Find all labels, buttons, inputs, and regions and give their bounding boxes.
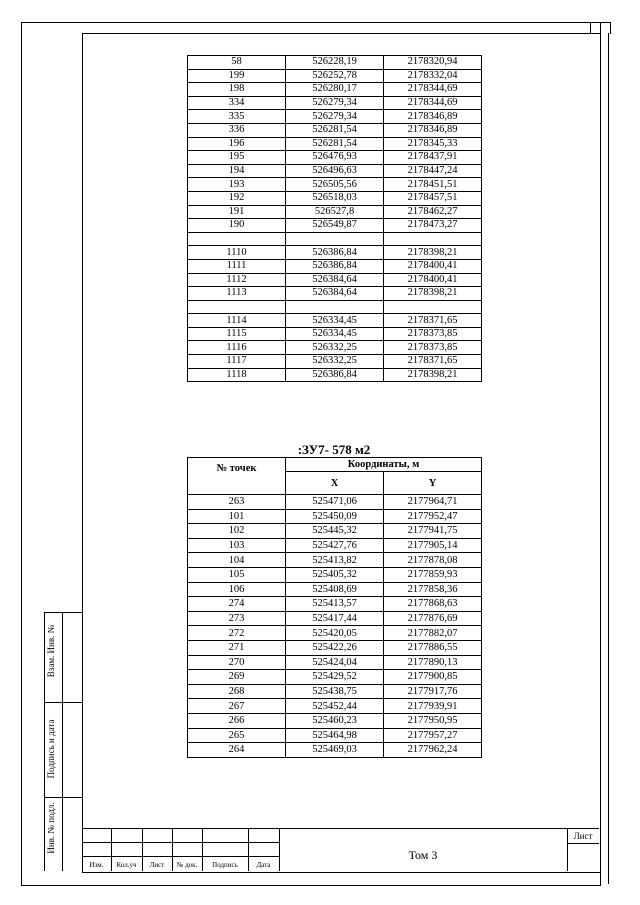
x-coordinate: 526386,84 [286,259,384,273]
x-coordinate: 526496,63 [286,164,384,178]
point-number [188,300,286,314]
coords-table-zu7-body [188,495,482,758]
y-coordinate: 2177950,95 [384,713,482,728]
table2-row [188,582,482,597]
point-number: 336 [188,123,286,137]
stamp-kol-label: Кол.уч [116,861,137,869]
point-number: 195 [188,151,286,165]
y-coordinate: 2178344,69 [384,96,482,110]
x-coordinate: 526384,64 [286,273,384,287]
y-coordinate [384,232,482,246]
y-coordinate: 2178400,41 [384,259,482,273]
point-number: 274 [188,597,286,612]
x-coordinate: 526279,34 [286,110,384,124]
point-number: 335 [188,110,286,124]
point-number: 105 [188,567,286,582]
table1-row [188,246,482,260]
stamp-list-label: Лист [149,861,165,869]
table1-row [188,287,482,301]
y-coordinate: 2177858,36 [384,582,482,597]
point-number: 1118 [188,368,286,382]
y-coordinate: 2178447,24 [384,164,482,178]
x-coordinate: 526332,25 [286,341,384,355]
table2-row [188,684,482,699]
point-number: 270 [188,655,286,670]
point-number: 190 [188,219,286,233]
x-coordinate: 525464,98 [286,728,384,743]
point-number: 1110 [188,246,286,260]
point-number: 198 [188,83,286,97]
y-coordinate: 2177941,75 [384,524,482,539]
stamp-data-label: Дата [256,861,271,869]
table1-row [188,83,482,97]
table2-row [188,597,482,612]
table-title: :ЗУ7- 578 м2 [297,442,371,457]
point-number: 1113 [188,287,286,301]
x-coordinate: 526334,45 [286,314,384,328]
point-number: 272 [188,626,286,641]
header-y: Y [384,472,482,495]
point-number: 1115 [188,327,286,341]
point-number: 106 [188,582,286,597]
y-coordinate: 2178371,65 [384,314,482,328]
x-coordinate: 525413,57 [286,597,384,612]
x-coordinate: 526252,78 [286,69,384,83]
table1-row [188,327,482,341]
point-number: 193 [188,178,286,192]
table1-row [188,151,482,165]
side-label-vzam: Взам. Инв. № [46,624,56,678]
point-number: 1111 [188,259,286,273]
header-points: № точек [188,458,286,495]
point-number: 101 [188,509,286,524]
y-coordinate: 2178457,51 [384,191,482,205]
table2-row [188,640,482,655]
x-coordinate [286,300,384,314]
x-coordinate: 526476,93 [286,151,384,165]
x-coordinate [286,232,384,246]
y-coordinate: 2177886,55 [384,640,482,655]
point-number: 273 [188,611,286,626]
y-coordinate: 2177905,14 [384,538,482,553]
x-coordinate: 525424,04 [286,655,384,670]
table2-row [188,509,482,524]
point-number: 1114 [188,314,286,328]
point-number: 267 [188,699,286,714]
side-label-inv: Инв. № подл. [46,802,56,854]
y-coordinate: 2178398,21 [384,246,482,260]
y-coordinate: 2177957,27 [384,728,482,743]
x-coordinate: 526386,84 [286,368,384,382]
y-coordinate: 2177868,63 [384,597,482,612]
y-coordinate [384,300,482,314]
x-coordinate: 526280,17 [286,83,384,97]
point-number: 265 [188,728,286,743]
point-number: 269 [188,670,286,685]
point-number: 334 [188,96,286,110]
table1-row [188,178,482,192]
header-x: X [286,472,384,495]
y-coordinate: 2178345,33 [384,137,482,151]
x-coordinate: 525445,32 [286,524,384,539]
y-coordinate: 2178398,21 [384,368,482,382]
x-coordinate: 525420,05 [286,626,384,641]
x-coordinate: 525413,82 [286,553,384,568]
x-coordinate: 526384,64 [286,287,384,301]
y-coordinate: 2177900,85 [384,670,482,685]
x-coordinate: 525427,76 [286,538,384,553]
y-coordinate: 2178320,94 [384,56,482,70]
y-coordinate: 2178373,85 [384,341,482,355]
y-coordinate: 2177952,47 [384,509,482,524]
table1-row [188,205,482,219]
y-coordinate: 2178437,91 [384,151,482,165]
table1-row [188,191,482,205]
table1-row [188,341,482,355]
point-number: 264 [188,743,286,758]
table2-row [188,524,482,539]
stamp-podp-label: Подпись [212,861,238,869]
point-number: 102 [188,524,286,539]
x-coordinate: 526228,19 [286,56,384,70]
y-coordinate: 2178332,04 [384,69,482,83]
point-number: 191 [188,205,286,219]
x-coordinate: 525408,69 [286,582,384,597]
x-coordinate: 525469,03 [286,743,384,758]
table2-row [188,655,482,670]
y-coordinate: 2177964,71 [384,495,482,510]
x-coordinate: 525405,32 [286,567,384,582]
x-coordinate: 525417,44 [286,611,384,626]
table2-row [188,538,482,553]
header-coordinates: Координаты, м [286,458,482,472]
point-number: 196 [188,137,286,151]
y-coordinate: 2178462,27 [384,205,482,219]
x-coordinate: 526386,84 [286,246,384,260]
x-coordinate: 525450,09 [286,509,384,524]
table1-row [188,69,482,83]
table2-row [188,699,482,714]
stamp-sheet-label: Лист [573,831,593,841]
x-coordinate: 526518,03 [286,191,384,205]
point-number: 192 [188,191,286,205]
point-number: 1116 [188,341,286,355]
x-coordinate: 526332,25 [286,355,384,369]
x-coordinate: 526527,8 [286,205,384,219]
y-coordinate: 2177876,69 [384,611,482,626]
x-coordinate: 525429,52 [286,670,384,685]
point-number: 263 [188,495,286,510]
y-coordinate: 2177917,76 [384,684,482,699]
x-coordinate: 525460,23 [286,713,384,728]
table1-row [188,110,482,124]
point-number: 268 [188,684,286,699]
point-number: 1112 [188,273,286,287]
y-coordinate: 2178373,85 [384,327,482,341]
table2-row [188,611,482,626]
x-coordinate: 525471,06 [286,495,384,510]
y-coordinate: 2177962,24 [384,743,482,758]
coords-table-continued [187,55,482,382]
table1-row [188,259,482,273]
table2-row [188,626,482,641]
table1-row [188,219,482,233]
y-coordinate: 2178346,89 [384,123,482,137]
point-number: 194 [188,164,286,178]
table2-row [188,728,482,743]
table1-row [188,300,482,314]
table1-row [188,232,482,246]
y-coordinate: 2177890,13 [384,655,482,670]
table2-row [188,670,482,685]
point-number: 1117 [188,355,286,369]
coords-table-zu7 [187,457,482,758]
stamp-volume: Том 3 [408,848,438,862]
point-number: 199 [188,69,286,83]
table1-row [188,137,482,151]
side-label-podpis: Подпись и дата [46,719,56,779]
point-number: 271 [188,640,286,655]
table1-row [188,314,482,328]
stamp-ndok-label: № док. [176,861,198,869]
y-coordinate: 2177859,93 [384,567,482,582]
point-number [188,232,286,246]
y-coordinate: 2178346,89 [384,110,482,124]
point-number: 266 [188,713,286,728]
x-coordinate: 525438,75 [286,684,384,699]
table1-row [188,164,482,178]
y-coordinate: 2178473,27 [384,219,482,233]
table2-row [188,743,482,758]
table2-row [188,713,482,728]
x-coordinate: 526549,87 [286,219,384,233]
point-number: 104 [188,553,286,568]
table1-row [188,273,482,287]
table1-row [188,96,482,110]
point-number: 58 [188,56,286,70]
y-coordinate: 2177882,07 [384,626,482,641]
table1-row [188,123,482,137]
y-coordinate: 2178371,65 [384,355,482,369]
x-coordinate: 526281,54 [286,123,384,137]
table1-row [188,368,482,382]
x-coordinate: 525422,26 [286,640,384,655]
table1-row [188,56,482,70]
x-coordinate: 526279,34 [286,96,384,110]
y-coordinate: 2177878,08 [384,553,482,568]
table1-row [188,355,482,369]
x-coordinate: 526281,54 [286,137,384,151]
table2-row [188,567,482,582]
y-coordinate: 2178344,69 [384,83,482,97]
y-coordinate: 2178400,41 [384,273,482,287]
x-coordinate: 526505,56 [286,178,384,192]
x-coordinate: 525452,44 [286,699,384,714]
y-coordinate: 2177939,91 [384,699,482,714]
coords-table-continued-body [188,56,482,382]
table2-row [188,553,482,568]
table2-row [188,495,482,510]
x-coordinate: 526334,45 [286,327,384,341]
y-coordinate: 2178451,51 [384,178,482,192]
point-number: 103 [188,538,286,553]
y-coordinate: 2178398,21 [384,287,482,301]
stamp-izm-label: Изм. [89,861,104,869]
right-frame-line [608,33,609,884]
